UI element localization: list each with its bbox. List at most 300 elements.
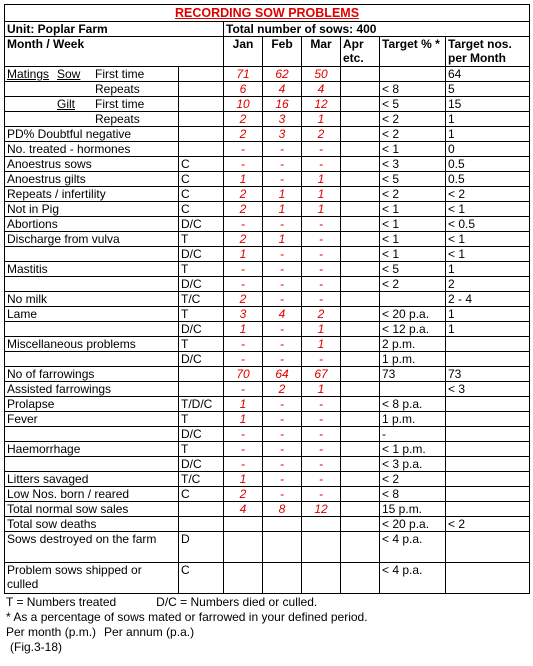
row-code [179,382,224,397]
row-label: Haemorrhage [5,442,179,457]
table-row [5,112,530,127]
cell-target-pct: < 5 [380,97,446,112]
cell-jan: - [224,142,263,157]
cell-target-pct: < 1 [380,202,446,217]
cell-feb: - [263,142,302,157]
cell-target-nos: 1 [446,127,530,142]
cell-feb: 16 [263,97,302,112]
table-row [5,397,530,412]
note-pm: Per month (p.m.) [6,625,97,639]
table-row [5,262,530,277]
cell-jan: - [224,352,263,367]
row-label [5,457,179,472]
cell-mar: 1 [302,382,341,397]
row-label: Total normal sow sales [5,502,179,517]
cell-target-nos [446,352,530,367]
cell-mar: - [302,397,341,412]
cell-target-pct [380,292,446,307]
cell-mar: 4 [302,82,341,97]
cell-target-nos: 1 [446,262,530,277]
cell-target-pct: < 1 [380,217,446,232]
cell-target-nos [446,442,530,457]
cell-jan: - [224,217,263,232]
mating-type-label: Repeats [95,112,140,126]
cell-jan: - [224,262,263,277]
table-row [5,412,530,427]
row-label: Anoestrus gilts [5,172,179,187]
cell-mar [302,517,341,532]
row-code: C [179,487,224,502]
row-label [5,67,179,82]
cell-feb: - [263,292,302,307]
cell-target-nos [446,397,530,412]
cell-jan: 2 [224,232,263,247]
cell-mar: - [302,247,341,262]
note-pa: Per annum (p.a.) [104,625,195,639]
cell-target-pct: < 8 [380,82,446,97]
cell-apr [341,517,380,532]
cell-jan: 1 [224,472,263,487]
row-code: D/C [179,457,224,472]
row-code: C [179,157,224,172]
table-row [5,127,530,142]
cell-apr [341,472,380,487]
cell-mar: 2 [302,127,341,142]
header-mar: Mar [302,37,341,67]
cell-mar: - [302,217,341,232]
cell-mar: - [302,457,341,472]
table-row [5,157,530,172]
header-apr: Apr etc. [341,37,380,67]
cell-jan: 10 [224,97,263,112]
table-row [5,307,530,322]
table-row [5,202,530,217]
cell-mar: 1 [302,112,341,127]
cell-target-nos: 1 [446,307,530,322]
cell-target-nos: < 3 [446,382,530,397]
cell-target-nos: < 2 [446,187,530,202]
cell-target-nos: 64 [446,67,530,82]
cell-apr [341,142,380,157]
cell-target-pct: < 2 [380,127,446,142]
row-code: D/C [179,217,224,232]
row-code: C [179,172,224,187]
cell-target-nos: 1 [446,322,530,337]
cell-target-nos: < 1 [446,232,530,247]
cell-jan: - [224,457,263,472]
cell-target-pct: 73 [380,367,446,382]
table-row [5,187,530,202]
table-row [5,442,530,457]
cell-feb: - [263,337,302,352]
row-label [5,247,179,262]
cell-feb: 4 [263,307,302,322]
cell-apr [341,172,380,187]
cell-feb [263,517,302,532]
cell-jan: 2 [224,202,263,217]
row-label [5,427,179,442]
row-label: Problem sows shipped or culled [5,563,179,594]
cell-target-pct: < 2 [380,472,446,487]
header-jan: Jan [224,37,263,67]
cell-mar: - [302,412,341,427]
row-code: D/C [179,352,224,367]
row-code: D/C [179,247,224,262]
cell-feb: - [263,472,302,487]
cell-jan: 4 [224,502,263,517]
cell-jan: 1 [224,322,263,337]
row-code [179,517,224,532]
row-label: Assisted farrowings [5,382,179,397]
row-code: T [179,232,224,247]
row-code [179,112,224,127]
row-code: D/C [179,322,224,337]
row-code: T [179,307,224,322]
cell-mar: 1 [302,322,341,337]
cell-jan: - [224,157,263,172]
gilt-label: Gilt [57,97,75,111]
cell-mar: - [302,442,341,457]
cell-target-nos: 15 [446,97,530,112]
table-row [5,292,530,307]
cell-mar: 1 [302,187,341,202]
table-row [5,457,530,472]
cell-apr [341,442,380,457]
cell-jan: 71 [224,67,263,82]
cell-jan: 2 [224,292,263,307]
row-label: Litters savaged [5,472,179,487]
cell-feb: - [263,262,302,277]
cell-mar: - [302,352,341,367]
cell-feb: 4 [263,82,302,97]
row-label: Prolapse [5,397,179,412]
row-label [5,97,179,112]
cell-apr [341,337,380,352]
cell-apr [341,412,380,427]
cell-target-pct: < 20 p.a. [380,307,446,322]
cell-target-pct: < 3 [380,157,446,172]
cell-mar: 1 [302,202,341,217]
cell-target-nos: < 0.5 [446,217,530,232]
row-code: C [179,187,224,202]
cell-jan: 2 [224,487,263,502]
cell-target-nos [446,563,530,594]
cell-target-pct: - [380,427,446,442]
cell-feb: 2 [263,382,302,397]
cell-target-nos: < 1 [446,202,530,217]
cell-mar: - [302,277,341,292]
cell-mar: - [302,232,341,247]
cell-jan: - [224,382,263,397]
cell-mar: 12 [302,502,341,517]
row-label: Low Nos. born / reared [5,487,179,502]
row-code: C [179,563,224,594]
table-row [5,232,530,247]
cell-target-pct: < 8 [380,487,446,502]
cell-jan [224,563,263,594]
row-code [179,67,224,82]
cell-jan: 2 [224,187,263,202]
cell-mar: 1 [302,337,341,352]
table-row [5,322,530,337]
cell-target-pct: < 4 p.a. [380,563,446,594]
cell-jan: 2 [224,127,263,142]
row-label: Not in Pig [5,202,179,217]
table-row [5,367,530,382]
row-code: D/C [179,277,224,292]
mating-type-label: Repeats [95,82,140,96]
row-label [5,112,179,127]
cell-feb: - [263,172,302,187]
cell-jan: - [224,442,263,457]
cell-feb: 8 [263,502,302,517]
cell-feb: 3 [263,127,302,142]
cell-jan [224,532,263,563]
table-row [5,82,530,97]
cell-jan: 1 [224,247,263,262]
row-code: D [179,532,224,563]
cell-target-nos: 0.5 [446,157,530,172]
cell-target-pct: < 8 p.a. [380,397,446,412]
cell-target-pct: < 12 p.a. [380,322,446,337]
row-code [179,367,224,382]
mating-type-label: First time [95,97,145,111]
table-row [5,337,530,352]
cell-target-nos: 2 [446,277,530,292]
cell-apr [341,112,380,127]
cell-apr [341,382,380,397]
cell-apr [341,367,380,382]
row-label: Total sow deaths [5,517,179,532]
row-label: No milk [5,292,179,307]
sow-label: Sow [57,67,81,81]
row-code: T [179,262,224,277]
row-code: T [179,442,224,457]
cell-target-nos [446,472,530,487]
cell-target-pct: 1 p.m. [380,412,446,427]
row-label: Miscellaneous problems [5,337,179,352]
header-target-nos: Target nos. per Month [446,37,530,67]
cell-mar: - [302,292,341,307]
cell-feb: 3 [263,112,302,127]
cell-apr [341,352,380,367]
cell-apr [341,232,380,247]
row-label [5,277,179,292]
cell-apr [341,397,380,412]
cell-target-pct: < 5 [380,172,446,187]
table-row [5,532,530,563]
row-label: No. treated - hormones [5,142,179,157]
cell-feb: - [263,412,302,427]
cell-target-pct [380,67,446,82]
row-label: Discharge from vulva [5,232,179,247]
cell-target-pct: < 2 [380,277,446,292]
cell-mar [302,532,341,563]
cell-target-pct: < 2 [380,187,446,202]
row-label: PD% Doubtful negative [5,127,179,142]
row-code: T [179,337,224,352]
table-row [5,382,530,397]
cell-feb: 1 [263,202,302,217]
cell-target-nos: < 1 [446,247,530,262]
sow-problems-document [4,4,529,655]
table-row [5,142,530,157]
cell-target-nos: 73 [446,367,530,382]
table-row [5,172,530,187]
row-label: Fever [5,412,179,427]
cell-apr [341,82,380,97]
row-code [179,127,224,142]
cell-apr [341,532,380,563]
cell-jan: 3 [224,307,263,322]
cell-jan: 70 [224,367,263,382]
figure-label: (Fig.3-18) [10,640,63,654]
cell-target-pct: < 20 p.a. [380,517,446,532]
header-month-week: Month / Week [5,37,224,67]
row-code: D/C [179,427,224,442]
cell-feb: - [263,352,302,367]
table-row [5,472,530,487]
row-label [5,82,179,97]
table-row [5,217,530,232]
cell-feb: - [263,277,302,292]
row-code [179,142,224,157]
cell-jan: 1 [224,397,263,412]
note-dc: D/C = Numbers died or culled. [156,595,318,609]
row-code: T [179,412,224,427]
cell-target-nos [446,532,530,563]
table-row [5,517,530,532]
table-title: RECORDING SOW PROBLEMS [5,5,530,22]
cell-target-nos: 0.5 [446,172,530,187]
note-t: T = Numbers treated [6,595,117,609]
cell-apr [341,322,380,337]
row-label: Repeats / infertility [5,187,179,202]
table-row [5,67,530,82]
cell-feb: - [263,427,302,442]
cell-apr [341,187,380,202]
cell-mar: - [302,157,341,172]
cell-mar: - [302,142,341,157]
cell-feb [263,563,302,594]
cell-apr [341,502,380,517]
cell-feb: - [263,217,302,232]
cell-mar: - [302,262,341,277]
cell-apr [341,292,380,307]
cell-target-pct: < 2 [380,112,446,127]
sow-problems-table [4,4,530,594]
header-feb: Feb [263,37,302,67]
cell-jan: - [224,427,263,442]
cell-mar: 12 [302,97,341,112]
row-code [179,82,224,97]
cell-feb: 1 [263,187,302,202]
cell-target-pct: 15 p.m. [380,502,446,517]
cell-feb: - [263,322,302,337]
cell-jan: 1 [224,412,263,427]
footnotes [4,595,529,655]
cell-apr [341,307,380,322]
cell-feb: - [263,487,302,502]
row-label: Anoestrus sows [5,157,179,172]
cell-target-pct: < 4 p.a. [380,532,446,563]
cell-mar: 67 [302,367,341,382]
cell-target-nos: 5 [446,82,530,97]
cell-apr [341,487,380,502]
mating-type-label: First time [95,67,145,81]
cell-apr [341,67,380,82]
cell-target-nos [446,412,530,427]
cell-apr [341,157,380,172]
cell-apr [341,457,380,472]
cell-apr [341,262,380,277]
cell-jan: - [224,337,263,352]
row-code: C [179,202,224,217]
cell-mar: - [302,487,341,502]
row-label: Lame [5,307,179,322]
table-row [5,97,530,112]
row-label: Abortions [5,217,179,232]
cell-apr [341,97,380,112]
unit-label: Unit: Poplar Farm [5,22,224,37]
cell-mar: - [302,427,341,442]
cell-target-pct: < 1 [380,232,446,247]
table-row [5,247,530,262]
row-code [179,97,224,112]
cell-jan: - [224,277,263,292]
row-code: T/C [179,472,224,487]
row-code: T/C [179,292,224,307]
row-code: T/D/C [179,397,224,412]
cell-apr [341,217,380,232]
cell-target-pct: 1 p.m. [380,352,446,367]
header-target-pct: Target % * [380,37,446,67]
cell-apr [341,563,380,594]
row-label: No of farrowings [5,367,179,382]
cell-mar: - [302,472,341,487]
cell-mar: 1 [302,172,341,187]
row-label: Mastitis [5,262,179,277]
total-sows-label: Total number of sows: 400 [224,22,530,37]
table-row [5,487,530,502]
cell-jan [224,517,263,532]
cell-feb: - [263,457,302,472]
cell-feb: 1 [263,232,302,247]
cell-mar [302,563,341,594]
cell-apr [341,202,380,217]
cell-target-nos: 2 - 4 [446,292,530,307]
cell-target-pct: 2 p.m. [380,337,446,352]
cell-feb [263,532,302,563]
row-code [179,502,224,517]
cell-apr [341,277,380,292]
cell-target-nos: 1 [446,112,530,127]
cell-target-nos: < 2 [446,517,530,532]
cell-target-nos [446,337,530,352]
cell-jan: 1 [224,172,263,187]
table-row [5,427,530,442]
cell-target-nos: 0 [446,142,530,157]
cell-target-nos [446,502,530,517]
row-label [5,322,179,337]
cell-target-nos [446,487,530,502]
cell-apr [341,127,380,142]
table-row [5,277,530,292]
cell-target-pct: < 3 p.a. [380,457,446,472]
cell-apr [341,427,380,442]
cell-apr [341,247,380,262]
cell-mar: 50 [302,67,341,82]
